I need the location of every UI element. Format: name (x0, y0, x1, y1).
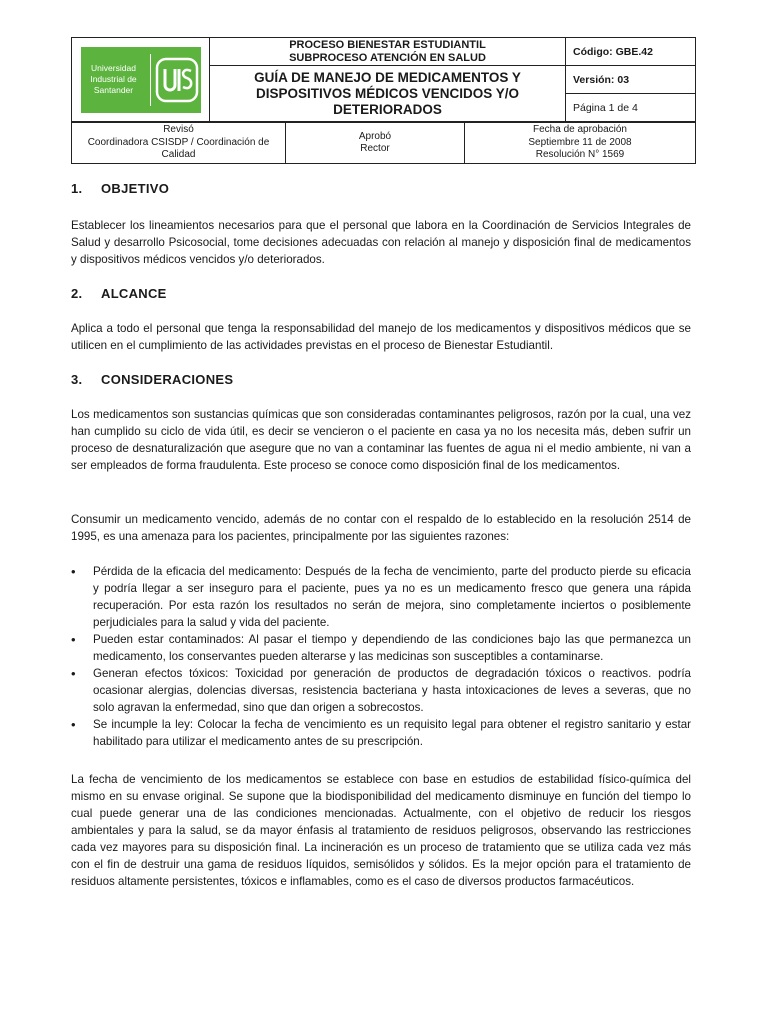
list-item: • Generan efectos tóxicos: Toxicidad por generación de productos de degradación tóxicos o reactivos. podría ocasionar alergias, dolencias diversas, resistencia bacteriana y hasta intoxicaciones de leves a severas, que no solo agravan la enfermedad, sino que dan origen a sobrecostos. (71, 665, 691, 716)
page-number: Página 1 de 4 (566, 94, 696, 122)
approval-table (71, 122, 696, 164)
document-header (71, 37, 696, 122)
list-item: • Pueden estar contaminados: Al pasar el tiempo y dependiendo de las condiciones bajo las que permanezca un medicamento, los conservantes pueden alterarse y las medicinas son susceptibles a contaminarse. (71, 631, 691, 665)
reviewed-cell: Revisó Coordinadora CSISDP / Coordinación de Calidad (72, 123, 286, 164)
document-code: Código: GBE.42 (566, 38, 696, 66)
list-item: • Se incumple la ley: Colocar la fecha de vencimiento es un requisito legal para obtener el registro sanitario y estar habilitado para utilizar el medicamento antes de su prescripción. (71, 716, 691, 750)
university-logo (81, 47, 201, 113)
section-alcance-heading: 2. ALCANCE (71, 286, 167, 301)
document-version: Versión: 03 (566, 66, 696, 94)
uis-mark-icon (155, 55, 199, 105)
document-title: GUÍA DE MANEJO DE MEDICAMENTOS Y DISPOSITIVOS MÉDICOS VENCIDOS Y/O DETERIORADOS (210, 66, 566, 122)
logo-divider (150, 54, 151, 106)
logo-text: Universidad Industrial de Santander (90, 63, 137, 95)
uis-logo-mark (154, 55, 201, 105)
section-objetivo-heading: 1. OBJETIVO (71, 181, 170, 196)
approval-date-cell: Fecha de aprobación Septiembre 11 de 2008 Resolución N° 1569 (465, 123, 696, 164)
consideraciones-paragraph-3: La fecha de vencimiento de los medicamentos se establece con base en estudios de estabilidad físico-química del mismo en su envase original. Se supone que la biodisponibilidad del medicamento disminuye en función del tiempo lo cual puede generar una de las condiciones mencionadas. Actualmente, con el objetivo de reducir los riesgos ambientales y para la salud, se da mayor énfasis al tratamiento de residuos peligrosos, observando las restricciones cada vez mayores para su disposición final. La incineración es un proceso de tratamiento que se utiliza cada vez más con el fin de destruir una gama de residuos líquidos, semisólidos y sólidos. Es la mejor opción para el tratamiento de residuos altamente persistentes, tóxicos e inflamables, como es el caso de diversos productos farmacéuticos. (71, 773, 691, 888)
list-item: • Pérdida de la eficacia del medicamento: Después de la fecha de vencimiento, parte del producto pierde su eficacia y podría llegar a ser inseguro para el paciente, pues ya no es un medicamento fresco que genera una rápida recuperación. Por esta razón los resultados no serán de mejora, sino completamente inciertos o posiblemente perjudiciales para la salud y vida del paciente. (71, 563, 691, 631)
section-objetivo-text: Establecer los lineamientos necesarios para que el personal que labora en la Coordinación de Servicios Integrales de Salud y desarrollo Psicosocial, tome decisiones adecuadas con relación al manejo y disposición final de medicamentos y dispositivos médicos vencidos y/o deteriorados. (71, 219, 691, 266)
consideraciones-paragraph-2: Consumir un medicamento vencido, además de no contar con el respaldo de lo establecido en la resolución 2514 de 1995, es una amenaza para los pacientes, principalmente por las siguientes razones: (71, 513, 691, 543)
section-consideraciones-heading: 3. CONSIDERACIONES (71, 372, 234, 387)
process-title: PROCESO BIENESTAR ESTUDIANTIL SUBPROCESO ATENCIÓN EN SALUD (210, 38, 566, 66)
logo-cell (72, 38, 210, 122)
consideraciones-paragraph-1: Los medicamentos son sustancias químicas que son consideradas contaminantes peligrosos, razón por la cual, una vez han cumplido su ciclo de vida útil, es decir se vencieron o el paciente en casa ya no los necesita más, deben sufrir un proceso de desnaturalización que asegure que no van a contaminar las fuentes de agua ni el medio ambiente, ni van a ser empleados de forma fraudulenta. Este proceso se conoce como disposición final de los medicamentos. (71, 408, 691, 472)
section-alcance-text: Aplica a todo el personal que tenga la responsabilidad del manejo de los medicamentos y dispositivos médicos que se utilicen en el cumplimiento de las actividades previstas en el proceso de Bienestar Estudiantil. (71, 322, 691, 352)
risk-list (71, 563, 691, 750)
approved-cell: Aprobó Rector (286, 123, 465, 164)
